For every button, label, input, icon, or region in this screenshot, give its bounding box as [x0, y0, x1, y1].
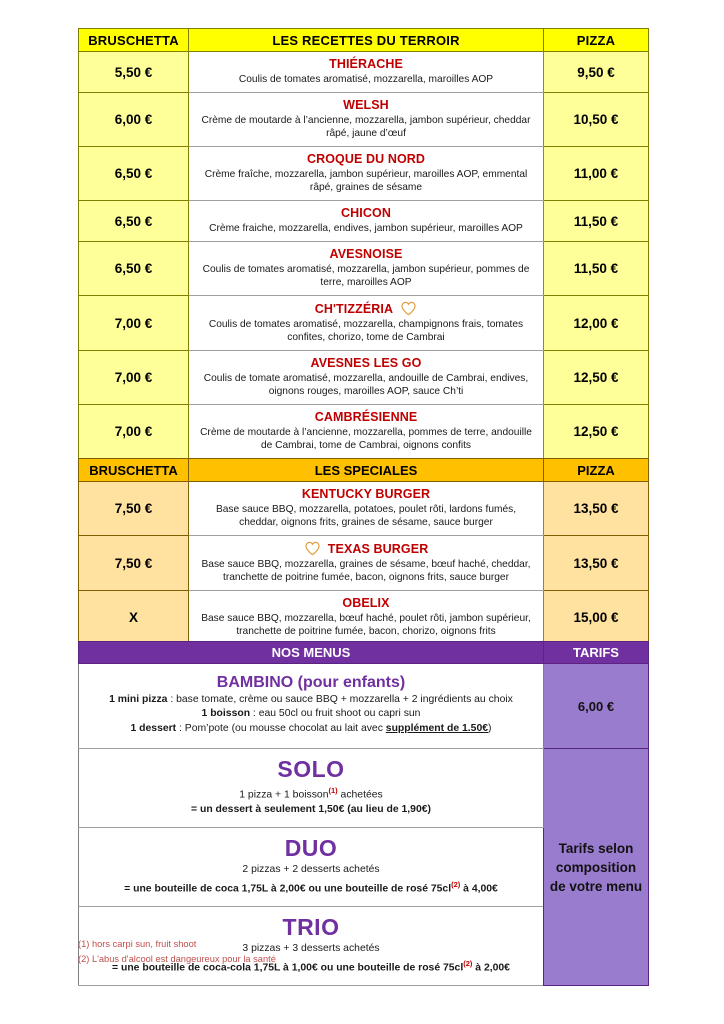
table-row: [79, 351, 649, 405]
duo-line-1: 2 pizzas + 2 desserts achetés: [242, 864, 380, 876]
pizza-name: AVESNES LES GO: [310, 356, 422, 370]
footnotes-block: [78, 937, 638, 966]
duo-cell: [79, 828, 544, 907]
pizza-ingredients: Coulis de tomate aromatisé, mozzarella, andouille de Cambrai, endives, oignons rouges, maroilles AOP, sauce Ch’ti: [203, 373, 529, 397]
solo-line-1-b: achetées: [337, 789, 383, 801]
pizza-ingredients: Base sauce BBQ, mozzarella, potatoes, poulet rôti, lardons fumés, cheddar, oignons frits, graines de sésame, sauce burger: [215, 504, 517, 528]
solo-line-1: [87, 784, 535, 803]
table-row: [79, 147, 649, 201]
solo-cell: [79, 749, 544, 828]
pizza-ingredients: Base sauce BBQ, mozzarella, bœuf haché, poulet rôti, jambon supérieur, tranchette de poitrine fumée, bacon, chorizo, oignons frits: [201, 613, 531, 637]
tarif-note-line-3: de votre menu: [549, 878, 643, 894]
bambino-supplement: supplément de 1.50€: [385, 722, 489, 734]
terroir-table: [78, 28, 649, 459]
pizza-name: CH'TIZZÉRIA: [197, 301, 535, 316]
pizza-name: KENTUCKY BURGER: [301, 487, 431, 501]
pizza-price: 10,50 €: [544, 93, 649, 147]
table-row: [79, 536, 649, 591]
menus-header-tarifs: TARIFS: [544, 642, 649, 664]
speciales-header-bruschetta: BRUSCHETTA: [79, 459, 189, 482]
menus-header-row: [79, 642, 649, 664]
bambino-line-1: [87, 693, 535, 708]
bambino-price: 6,00 €: [544, 664, 649, 749]
trio-line-2-b: à 2,00€: [472, 962, 510, 974]
footnote-2: (2) L'abus d'alcool est dangeureux pour la santé: [78, 953, 276, 964]
bruschetta-price: 6,00 €: [79, 93, 189, 147]
bambino-line-1-rest: : base tomate, crème ou sauce BBQ + mozzarella + 2 ingrédients au choix: [167, 693, 513, 705]
bruschetta-price: X: [79, 591, 189, 645]
solo-footnote-ref: (1): [328, 786, 338, 796]
pizza-description-cell: [189, 201, 544, 242]
pizza-description-cell: [189, 536, 544, 591]
bruschetta-price: 6,50 €: [79, 147, 189, 201]
heart-outline-icon: [400, 301, 417, 316]
bruschetta-price: 7,50 €: [79, 536, 189, 591]
bambino-title: BAMBINO (pour enfants): [216, 673, 406, 691]
table-row: [79, 201, 649, 242]
bambino-line-3-bold: 1 dessert: [130, 722, 177, 734]
pizza-ingredients: Coulis de tomates aromatisé, mozzarella, champignons frais, tomates confites, chorizo, tome de Cambrai: [208, 319, 524, 343]
bruschetta-price: 7,00 €: [79, 296, 189, 351]
pizza-description-cell: [189, 93, 544, 147]
duo-line-2-b: à 4,00€: [460, 883, 498, 895]
pizza-name: AVESNOISE: [329, 247, 403, 261]
duo-line-2: [87, 878, 535, 897]
terroir-header-pizza: PIZZA: [544, 29, 649, 52]
pizza-ingredients: Base sauce BBQ, mozzarella, graines de sésame, bœuf haché, cheddar, tranchette de poitrine fumée, bacon, oignons frits, sauce burger: [201, 559, 531, 583]
solo-line-2: = un dessert à seulement 1,50€ (au lieu de 1,90€): [191, 804, 431, 816]
table-row: [79, 296, 649, 351]
pizza-price: 11,50 €: [544, 201, 649, 242]
terroir-header-bruschetta: BRUSCHETTA: [79, 29, 189, 52]
menu-row-bambino: [79, 664, 649, 749]
trio-title: TRIO: [282, 914, 340, 941]
pizza-description-cell: [189, 405, 544, 459]
pizza-description-cell: [189, 591, 544, 645]
pizza-ingredients: Crème de moutarde à l’ancienne, mozzarella, jambon supérieur, cheddar râpé, jaune d’œuf: [201, 115, 531, 139]
menus-table: [78, 641, 649, 986]
tarif-note-line-2: composition: [555, 859, 637, 875]
pizza-ingredients: Crème fraiche, mozzarella, endives, jambon supérieur, maroilles AOP: [209, 223, 523, 234]
bruschetta-price: 5,50 €: [79, 52, 189, 93]
table-row: [79, 591, 649, 645]
table-row: [79, 93, 649, 147]
pizza-ingredients: Crème fraîche, mozzarella, jambon supérieur, maroilles AOP, emmental râpé, graines de sésame: [204, 169, 528, 193]
speciales-header-title: LES SPECIALES: [189, 459, 544, 482]
table-row: [79, 242, 649, 296]
trio-line-1: 3 pizzas + 3 desserts achetés: [242, 943, 380, 955]
bruschetta-price: 6,50 €: [79, 242, 189, 296]
speciales-header-pizza: PIZZA: [544, 459, 649, 482]
pizza-price: 13,50 €: [544, 536, 649, 591]
solo-line-1-a: 1 pizza + 1 boisson: [239, 789, 329, 801]
solo-title: SOLO: [277, 756, 345, 783]
bambino-line-2-rest: : eau 50cl ou fruit shoot ou capri sun: [250, 708, 421, 720]
bruschetta-price: 7,00 €: [79, 405, 189, 459]
pizza-name: OBELIX: [342, 596, 390, 610]
bruschetta-price: 7,00 €: [79, 351, 189, 405]
menus-header-title: NOS MENUS: [79, 642, 544, 664]
pizza-price: 12,50 €: [544, 351, 649, 405]
tarif-note-line-1: Tarifs selon: [558, 840, 634, 856]
pizza-price: 15,00 €: [544, 591, 649, 645]
bruschetta-price: 7,50 €: [79, 482, 189, 536]
trio-footnote-ref: (2): [463, 958, 473, 968]
pizza-name: CHICON: [341, 206, 391, 220]
speciales-header-row: [79, 459, 649, 482]
bambino-line-2-bold: 1 boisson: [201, 708, 251, 720]
pizza-price: 11,50 €: [544, 242, 649, 296]
pizza-description-cell: [189, 351, 544, 405]
bambino-line-3-rest: : Pom’pote (ou mousse chocolat au lait avec: [176, 722, 386, 734]
bambino-line-2: [87, 707, 535, 722]
bambino-line-3-end: ): [488, 722, 492, 734]
pizza-ingredients: Crème de moutarde à l’ancienne, mozzarella, pommes de terre, andouille de Cambrai, tome de Cambrai, oignons confits: [200, 427, 532, 451]
speciales-table: [78, 458, 649, 645]
table-row: [79, 52, 649, 93]
pizza-price: 12,50 €: [544, 405, 649, 459]
pizza-name: TEXAS BURGER: [197, 541, 535, 556]
footnote-1: (1) hors carpi sun, fruit shoot: [78, 939, 197, 949]
pizza-description-cell: [189, 296, 544, 351]
pizza-ingredients: Coulis de tomates aromatisé, mozzarella, maroilles AOP: [238, 74, 494, 85]
duo-title: DUO: [284, 835, 338, 862]
pizza-price: 9,50 €: [544, 52, 649, 93]
duo-footnote-ref: (2): [451, 879, 461, 889]
menu-row-solo: [79, 749, 649, 828]
bambino-line-3: [87, 722, 535, 737]
pizza-price: 13,50 €: [544, 482, 649, 536]
pizza-description-cell: [189, 482, 544, 536]
trio-line-2-a: = une bouteille de coca-cola 1,75L à 1,00€ ou une bouteille de rosé 75cl: [112, 962, 464, 974]
pizza-name: CROQUE DU NORD: [306, 152, 426, 166]
pizza-name: CAMBRÉSIENNE: [314, 410, 418, 424]
pizza-description-cell: [189, 242, 544, 296]
table-row: [79, 405, 649, 459]
pizza-price: 11,00 €: [544, 147, 649, 201]
table-row: [79, 482, 649, 536]
pizza-description-cell: [189, 147, 544, 201]
duo-line-2-a: = une bouteille de coca 1,75L à 2,00€ ou une bouteille de rosé 75cl: [124, 883, 452, 895]
pizza-description-cell: [189, 52, 544, 93]
pizza-ingredients: Coulis de tomates aromatisé, mozzarella, jambon supérieur, pommes de terre, maroilles AOP: [202, 264, 530, 288]
terroir-header-row: [79, 29, 649, 52]
bruschetta-price: 6,50 €: [79, 201, 189, 242]
pizza-name: THIÉRACHE: [329, 57, 403, 71]
bambino-line-1-bold: 1 mini pizza: [109, 693, 168, 705]
heart-outline-icon: [304, 541, 321, 556]
pizza-price: 12,00 €: [544, 296, 649, 351]
bambino-cell: [79, 664, 544, 749]
terroir-header-title: LES RECETTES DU TERROIR: [189, 29, 544, 52]
pizza-name: WELSH: [343, 98, 389, 112]
